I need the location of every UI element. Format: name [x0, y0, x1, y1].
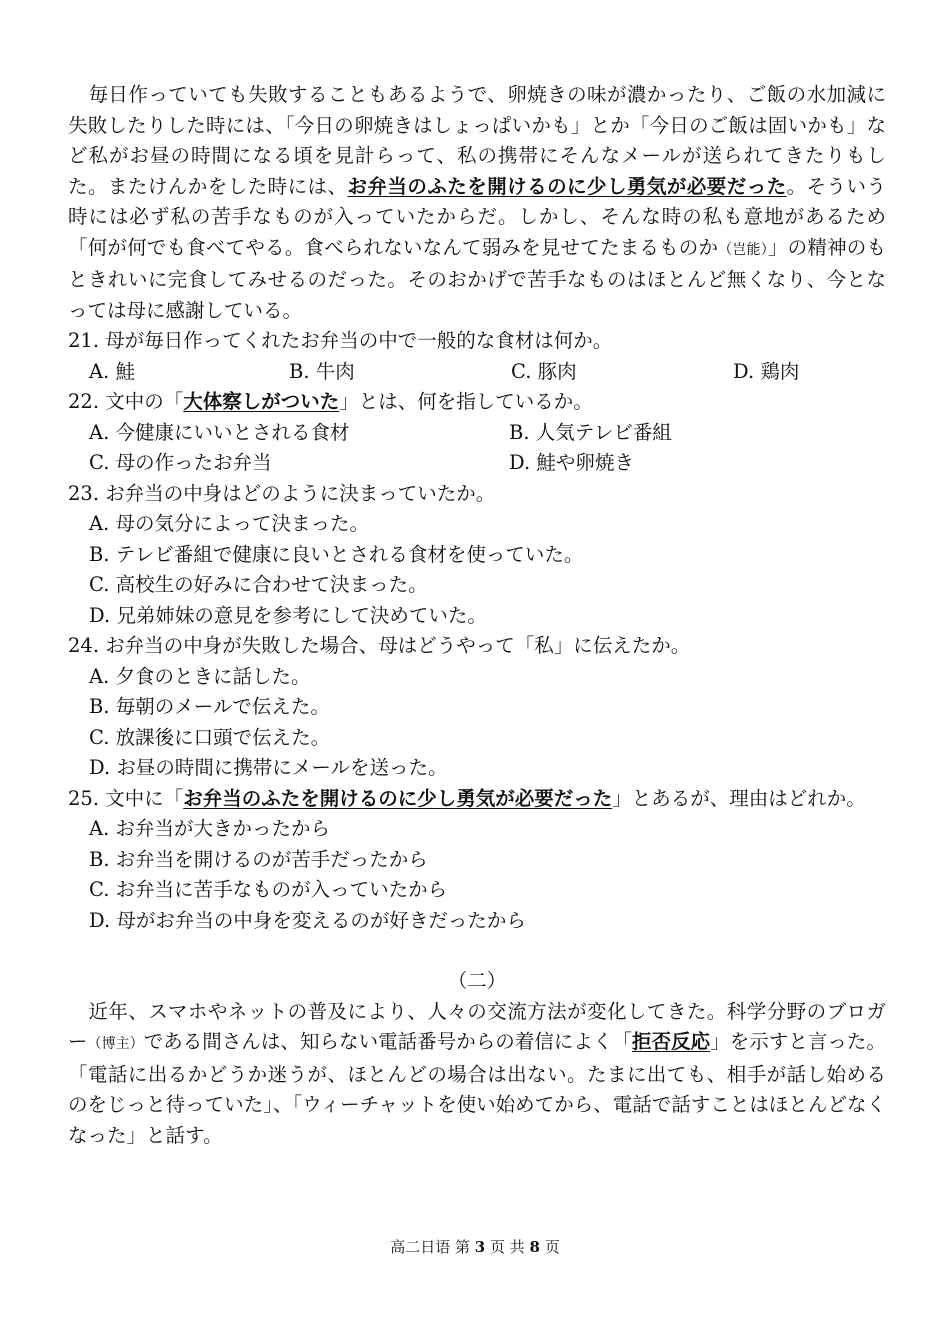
option-a: A. 鮭 [89, 359, 135, 383]
question-21-options [89, 357, 886, 388]
option-c: C. 豚肉 [511, 359, 577, 383]
option-d: D. 鮭や卵焼き [509, 451, 634, 474]
underlined-phrase: お弁当のふたを開けるのに少し勇気が必要だった [347, 174, 787, 198]
annotation-note: （岂能） [718, 241, 768, 258]
option-b: B. 牛肉 [289, 359, 355, 383]
passage-text: 毎日作っていても失敗することもあるようで、卵焼きの味が濃かったり、ご飯の水加減に失敗したりした時には、「今日の卵焼きはしょっぱいかも」とか「今日のご飯は固いかも」など私がお昼の時間になる頃を見計らって、私の携帯にそんなメールが送られてきたりもした。またけんかをした時には、 [68, 83, 886, 198]
passage-text: 」の精神のもときれいに完食してみせるのだった。そのおかげで苦手なものはほとんど無くなり、今となっては母に感謝している。 [68, 235, 886, 322]
underlined-phrase: 拒否反応 [632, 1030, 711, 1053]
option-c: C. 高校生の好みに合わせて決まった。 [89, 573, 428, 596]
option-d: D. 母がお弁当の中身を変えるのが好きだったから [89, 908, 526, 932]
option-b: B. 人気テレビ番組 [509, 420, 672, 444]
passage-text: である間さんは、知らない電話番号からの着信によく「 [143, 1030, 633, 1053]
option-d: D. お昼の時間に携帯にメールを送った。 [89, 756, 448, 779]
section-title: （二） [447, 969, 507, 992]
question-text: 」とは、何を指しているか。 [339, 390, 593, 413]
option-d: D. 兄弟姉妹の意見を参考にして決めていた。 [89, 603, 487, 627]
underlined-phrase: 大体察しがついた [183, 390, 340, 413]
option-c: C. 放課後に口頭で伝えた。 [89, 725, 331, 749]
passage-paragraph [68, 997, 886, 1152]
question-21: 21. 母が毎日作ってくれたお弁当の中で一般的な食材は何か。 [68, 329, 613, 352]
option-b: B. お弁当を開けるのが苦手だったから [89, 847, 428, 871]
option-b: B. テレビ番組で健康に良いとされる食材を使っていた。 [89, 542, 584, 566]
footer-middle: 页 共 [485, 1238, 530, 1256]
option-d: D. 鶏肉 [733, 359, 800, 383]
passage-text: 」を示すと言った。「電話に出るかどうか迷うが、ほとんどの場合は出ない。たまに出ても、相手が話し始めるのをじっと待っていた」、「ウィーチャットを使い始めてから、電話で話すことはほとんどなくなった」と話す。 [68, 1030, 886, 1147]
passage-paragraph [68, 80, 886, 326]
question-22-options [89, 418, 886, 479]
page-total: 8 [529, 1238, 540, 1256]
option-a: A. 今健康にいいとされる食材 [89, 420, 350, 444]
question-text: 」とあるが、理由はどれか。 [612, 786, 866, 810]
option-b: B. 毎朝のメールで伝えた。 [89, 695, 330, 718]
footer-prefix: 高二日语 第 [390, 1238, 475, 1256]
annotation-note: （博主） [87, 1036, 144, 1052]
page-number: 3 [474, 1238, 486, 1256]
option-c: C. 母の作ったお弁当 [89, 451, 272, 474]
question-text: 22. 文中の「 [68, 390, 184, 413]
underlined-phrase: お弁当のふたを開けるのに少し勇気が必要だった [183, 786, 613, 810]
question-text: 25. 文中に「 [68, 786, 184, 810]
passage-text: 近年、スマホやネットの普及により、人々の交流方法が変化してきた。科学分野のブロガー [68, 999, 886, 1053]
option-a: A. 夕食のときに話した。 [89, 664, 311, 688]
exam-page [68, 80, 886, 1151]
option-a: A. 母の気分によって決まった。 [89, 512, 369, 535]
passage-text: 。そういう時には必ず私の苦手なものが入っていたからだ。しかし、そんな時の私も意地があるため「何が何でも食べてやる。食べられないなんて弱みを見せてたまるものか [68, 174, 886, 259]
question-24: 24. お弁当の中身が失敗した場合、母はどうやって「私」に伝えたか。 [68, 634, 691, 657]
footer-suffix: 页 [539, 1238, 560, 1256]
option-c: C. お弁当に苦手なものが入っていたから [89, 878, 448, 901]
question-23: 23. お弁当の中身はどのように決まっていたか。 [68, 481, 496, 505]
question-25 [68, 784, 886, 815]
page-footer [0, 1236, 950, 1257]
option-a: A. お弁当が大きかったから [89, 817, 330, 840]
question-22 [68, 387, 886, 418]
